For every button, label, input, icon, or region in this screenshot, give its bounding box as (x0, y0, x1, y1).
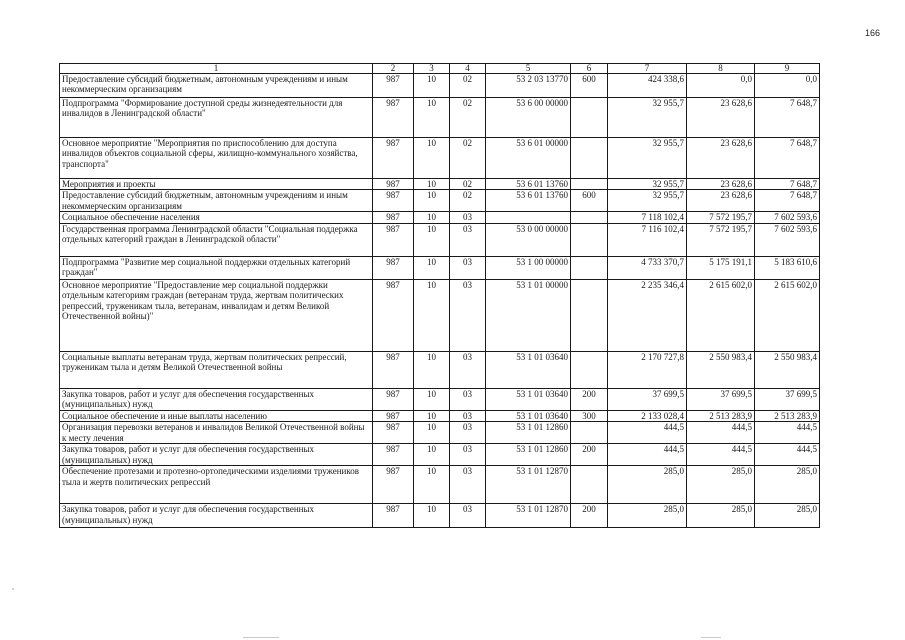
row-name: Социальное обеспечение населения (60, 212, 373, 223)
row-subsection: 03 (450, 256, 486, 279)
table-row (60, 98, 820, 138)
table-row (60, 422, 820, 444)
row-target-article: 53 6 00 00000 (486, 98, 571, 138)
row-target-article: 53 0 00 00000 (486, 223, 571, 256)
row-section: 10 (414, 74, 450, 98)
row-amount-col8: 23 628,6 (687, 179, 755, 190)
row-name: Подпрограмма "Развитие мер социальной поддержки отдельных категорий граждан" (60, 256, 373, 279)
row-amount-col9: 2 513 283,9 (755, 410, 820, 421)
row-amount-col9: 7 648,7 (755, 98, 820, 138)
row-name: Организация перевозки ветеранов и инвалидов Великой Отечественной войны к месту лечения (60, 422, 373, 444)
column-header: 1 (60, 64, 373, 74)
row-target-article: 53 2 03 13770 (486, 74, 571, 98)
row-expense-type: 300 (571, 410, 608, 421)
table-row (60, 351, 820, 388)
table-row (60, 256, 820, 279)
row-target-article: 53 1 01 12860 (486, 444, 571, 466)
row-amount-col8: 23 628,6 (687, 190, 755, 212)
row-amount-col9: 37 699,5 (755, 388, 820, 410)
row-expense-type (571, 351, 608, 388)
row-amount-col9: 7 648,7 (755, 179, 820, 190)
row-amount-col7: 2 235 346,4 (608, 279, 687, 351)
row-expense-type (571, 223, 608, 256)
row-target-article: 53 1 00 00000 (486, 256, 571, 279)
row-admin-code: 987 (373, 444, 414, 466)
row-subsection: 03 (450, 422, 486, 444)
row-section: 10 (414, 351, 450, 388)
row-admin-code: 987 (373, 504, 414, 528)
row-section: 10 (414, 98, 450, 138)
row-subsection: 02 (450, 98, 486, 138)
column-header: 7 (608, 64, 687, 74)
row-admin-code: 987 (373, 410, 414, 421)
row-expense-type (571, 98, 608, 138)
row-amount-col9: 7 602 593,6 (755, 223, 820, 256)
row-name: Обеспечение протезами и протезно-ортопедическими изделиями тружеников тыла и жертв политических репрессий (60, 466, 373, 504)
row-amount-col9: 7 602 593,6 (755, 212, 820, 223)
row-subsection: 02 (450, 138, 486, 179)
row-expense-type (571, 212, 608, 223)
row-target-article: 53 1 01 12860 (486, 422, 571, 444)
table-row (60, 223, 820, 256)
row-amount-col7: 32 955,7 (608, 138, 687, 179)
column-header: 5 (486, 64, 571, 74)
row-section: 10 (414, 138, 450, 179)
row-amount-col7: 285,0 (608, 466, 687, 504)
table-row (60, 388, 820, 410)
row-name: Мероприятия и проекты (60, 179, 373, 190)
row-amount-col8: 23 628,6 (687, 138, 755, 179)
row-target-article (486, 212, 571, 223)
budget-table (59, 63, 820, 528)
column-header: 6 (571, 64, 608, 74)
row-subsection: 03 (450, 223, 486, 256)
row-admin-code: 987 (373, 422, 414, 444)
row-amount-col9: 7 648,7 (755, 190, 820, 212)
column-header: 9 (755, 64, 820, 74)
row-amount-col9: 444,5 (755, 422, 820, 444)
row-amount-col8: 7 572 195,7 (687, 223, 755, 256)
row-amount-col8: 7 572 195,7 (687, 212, 755, 223)
row-admin-code: 987 (373, 279, 414, 351)
row-amount-col8: 444,5 (687, 422, 755, 444)
table-row (60, 504, 820, 528)
row-section: 10 (414, 223, 450, 256)
row-subsection: 03 (450, 212, 486, 223)
row-subsection: 02 (450, 190, 486, 212)
row-section: 10 (414, 256, 450, 279)
row-amount-col7: 444,5 (608, 444, 687, 466)
row-section: 10 (414, 504, 450, 528)
row-admin-code: 987 (373, 388, 414, 410)
row-admin-code: 987 (373, 98, 414, 138)
row-amount-col8: 37 699,5 (687, 388, 755, 410)
row-name: Государственная программа Ленинградской области "Социальная поддержка отдельных категорий граждан в Ленинградской области" (60, 223, 373, 256)
row-amount-col7: 424 338,6 (608, 74, 687, 98)
row-section: 10 (414, 410, 450, 421)
row-target-article: 53 1 01 12870 (486, 504, 571, 528)
row-section: 10 (414, 388, 450, 410)
table-row (60, 212, 820, 223)
row-amount-col7: 444,5 (608, 422, 687, 444)
row-admin-code: 987 (373, 351, 414, 388)
row-name: Подпрограмма "Формирование доступной среды жизнедеятельности для инвалидов в Ленинградской области" (60, 98, 373, 138)
table-row (60, 190, 820, 212)
row-expense-type (571, 466, 608, 504)
row-expense-type (571, 256, 608, 279)
row-expense-type (571, 138, 608, 179)
row-subsection: 03 (450, 388, 486, 410)
row-admin-code: 987 (373, 138, 414, 179)
table-row (60, 444, 820, 466)
table-body (60, 74, 820, 528)
row-name: Закупка товаров, работ и услуг для обеспечения государственных (муниципальных) нужд (60, 388, 373, 410)
row-name: Предоставление субсидий бюджетным, автономным учреждениям и иным некоммерческим организациям (60, 74, 373, 98)
row-amount-col8: 285,0 (687, 504, 755, 528)
row-target-article: 53 6 01 13760 (486, 179, 571, 190)
header-row (60, 64, 820, 74)
row-expense-type (571, 279, 608, 351)
table-row (60, 410, 820, 421)
scan-artifact (243, 637, 279, 638)
row-amount-col9: 444,5 (755, 444, 820, 466)
row-subsection: 03 (450, 504, 486, 528)
row-section: 10 (414, 466, 450, 504)
row-name: Закупка товаров, работ и услуг для обеспечения государственных (муниципальных) нужд (60, 504, 373, 528)
row-amount-col9: 0,0 (755, 74, 820, 98)
row-amount-col9: 2 615 602,0 (755, 279, 820, 351)
scan-artifact (12, 588, 14, 590)
row-name: Социальные выплаты ветеранам труда, жертвам политических репрессий, труженикам тыла и детям Великой Отечественной войны (60, 351, 373, 388)
row-subsection: 03 (450, 279, 486, 351)
row-amount-col7: 37 699,5 (608, 388, 687, 410)
row-name: Социальное обеспечение и иные выплаты населению (60, 410, 373, 421)
row-amount-col9: 2 550 983,4 (755, 351, 820, 388)
column-header: 4 (450, 64, 486, 74)
row-amount-col8: 2 513 283,9 (687, 410, 755, 421)
row-amount-col7: 2 133 028,4 (608, 410, 687, 421)
row-amount-col9: 5 183 610,6 (755, 256, 820, 279)
row-amount-col9: 285,0 (755, 504, 820, 528)
row-target-article: 53 1 01 00000 (486, 279, 571, 351)
row-amount-col8: 2 615 602,0 (687, 279, 755, 351)
row-amount-col8: 0,0 (687, 74, 755, 98)
row-amount-col8: 285,0 (687, 466, 755, 504)
row-admin-code: 987 (373, 190, 414, 212)
row-target-article: 53 1 01 03640 (486, 351, 571, 388)
row-admin-code: 987 (373, 223, 414, 256)
row-amount-col9: 7 648,7 (755, 138, 820, 179)
row-amount-col8: 2 550 983,4 (687, 351, 755, 388)
column-header: 8 (687, 64, 755, 74)
row-amount-col7: 32 955,7 (608, 179, 687, 190)
table-row (60, 179, 820, 190)
row-expense-type (571, 179, 608, 190)
row-admin-code: 987 (373, 74, 414, 98)
row-admin-code: 987 (373, 212, 414, 223)
row-admin-code: 987 (373, 179, 414, 190)
row-section: 10 (414, 444, 450, 466)
row-expense-type: 200 (571, 504, 608, 528)
table-row (60, 466, 820, 504)
page-number: 166 (864, 28, 880, 38)
row-subsection: 02 (450, 74, 486, 98)
row-name: Предоставление субсидий бюджетным, автономным учреждениям и иным некоммерческим организациям (60, 190, 373, 212)
row-admin-code: 987 (373, 256, 414, 279)
row-section: 10 (414, 212, 450, 223)
row-amount-col7: 7 116 102,4 (608, 223, 687, 256)
row-name: Основное мероприятие "Мероприятия по приспособлению для доступа инвалидов объектов социальной сферы, жилищно-коммунального хозяйства, транспорта" (60, 138, 373, 179)
row-section: 10 (414, 279, 450, 351)
row-amount-col7: 7 118 102,4 (608, 212, 687, 223)
row-admin-code: 987 (373, 466, 414, 504)
row-subsection: 03 (450, 444, 486, 466)
row-section: 10 (414, 422, 450, 444)
row-section: 10 (414, 190, 450, 212)
row-target-article: 53 1 01 03640 (486, 410, 571, 421)
row-subsection: 03 (450, 466, 486, 504)
column-header: 2 (373, 64, 414, 74)
scan-artifact (701, 637, 721, 638)
row-amount-col7: 32 955,7 (608, 190, 687, 212)
row-amount-col7: 32 955,7 (608, 98, 687, 138)
row-amount-col7: 285,0 (608, 504, 687, 528)
row-amount-col8: 23 628,6 (687, 98, 755, 138)
row-subsection: 02 (450, 179, 486, 190)
table-row (60, 279, 820, 351)
row-amount-col8: 5 175 191,1 (687, 256, 755, 279)
row-expense-type: 600 (571, 190, 608, 212)
row-amount-col8: 444,5 (687, 444, 755, 466)
row-section: 10 (414, 179, 450, 190)
row-amount-col9: 285,0 (755, 466, 820, 504)
row-subsection: 03 (450, 351, 486, 388)
row-target-article: 53 1 01 12870 (486, 466, 571, 504)
row-subsection: 03 (450, 410, 486, 421)
row-amount-col7: 2 170 727,8 (608, 351, 687, 388)
row-expense-type: 200 (571, 444, 608, 466)
column-header: 3 (414, 64, 450, 74)
row-expense-type (571, 422, 608, 444)
table-row (60, 138, 820, 179)
row-name: Закупка товаров, работ и услуг для обеспечения государственных (муниципальных) нужд (60, 444, 373, 466)
table-row (60, 74, 820, 98)
row-expense-type: 600 (571, 74, 608, 98)
row-amount-col7: 4 733 370,7 (608, 256, 687, 279)
row-target-article: 53 6 01 13760 (486, 190, 571, 212)
row-expense-type: 200 (571, 388, 608, 410)
row-target-article: 53 6 01 00000 (486, 138, 571, 179)
row-name: Основное мероприятие "Предоставление мер социальной поддержки отдельным категориям граждан (ветеранам труда, жертвам политических репрессий, труженикам тыла, ветеранам, инвалидам и детям Великой Отечественной войны)" (60, 279, 373, 351)
row-target-article: 53 1 01 03640 (486, 388, 571, 410)
